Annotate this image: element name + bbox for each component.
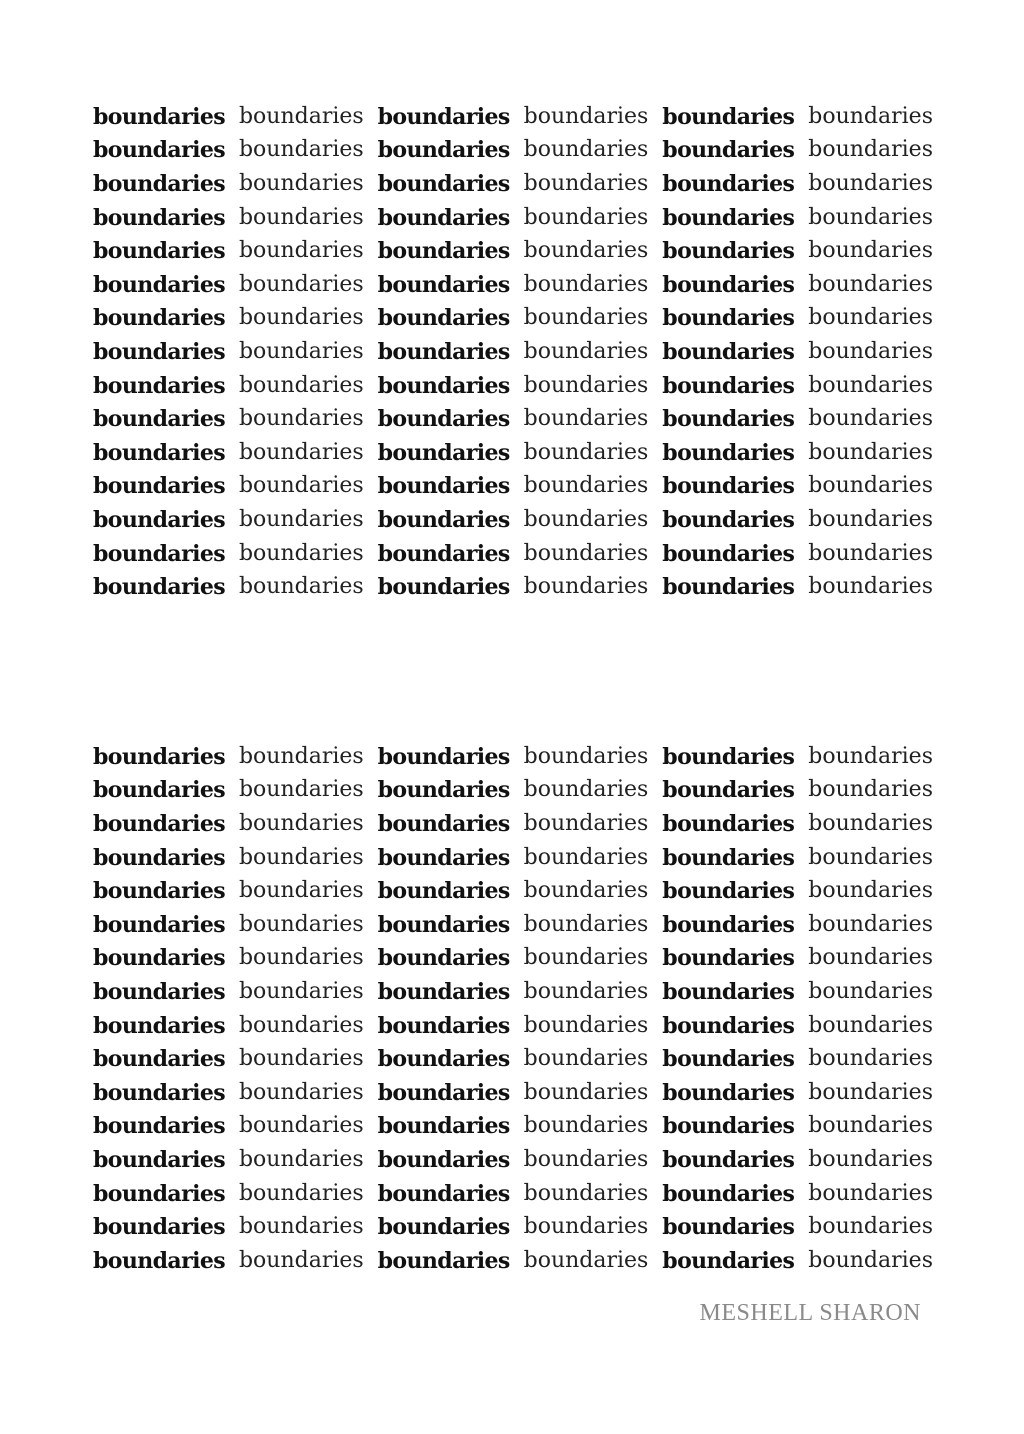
word-light: boundaries (238, 945, 364, 971)
word-light: boundaries (808, 945, 933, 971)
word-light: boundaries (808, 238, 933, 264)
word-light: boundaries (238, 103, 364, 129)
word-light: boundaries (238, 1012, 364, 1038)
word-bold: boundaries (662, 238, 795, 265)
word-light: boundaries (523, 1180, 649, 1206)
word-bold: boundaries (662, 271, 795, 298)
word-light: boundaries (238, 305, 364, 331)
word-light: boundaries (523, 406, 649, 432)
word-light: boundaries (523, 810, 649, 836)
word-light: boundaries (808, 844, 933, 870)
poem-line (93, 100, 933, 134)
word-bold: boundaries (662, 1046, 795, 1073)
word-bold: boundaries (377, 137, 510, 164)
word-bold: boundaries (93, 1247, 226, 1274)
word-bold: boundaries (662, 978, 795, 1005)
word-bold: boundaries (662, 1180, 795, 1207)
word-light: boundaries (238, 204, 364, 230)
word-light: boundaries (523, 844, 649, 870)
word-light: boundaries (523, 305, 649, 331)
word-bold: boundaries (662, 372, 795, 399)
word-bold: boundaries (377, 1046, 510, 1073)
poem-line (93, 201, 933, 235)
word-bold: boundaries (93, 170, 226, 197)
word-bold: boundaries (662, 540, 795, 567)
word-light: boundaries (238, 743, 364, 769)
author-name: MESHELL SHARON (699, 1300, 921, 1326)
word-light: boundaries (238, 506, 364, 532)
word-bold: boundaries (377, 439, 510, 466)
word-bold: boundaries (93, 473, 226, 500)
poem-line (93, 774, 933, 808)
word-bold: boundaries (377, 574, 510, 601)
word-light: boundaries (238, 271, 364, 297)
word-bold: boundaries (377, 271, 510, 298)
word-bold: boundaries (662, 1012, 795, 1039)
word-light: boundaries (238, 170, 364, 196)
word-light: boundaries (238, 844, 364, 870)
poem-line (93, 402, 933, 436)
word-bold: boundaries (662, 878, 795, 905)
word-bold: boundaries (93, 574, 226, 601)
word-light: boundaries (808, 170, 933, 196)
poem-line (93, 268, 933, 302)
word-bold: boundaries (662, 137, 795, 164)
word-light: boundaries (808, 574, 933, 600)
word-bold: boundaries (93, 506, 226, 533)
word-bold: boundaries (377, 1113, 510, 1140)
word-bold: boundaries (662, 1113, 795, 1140)
word-bold: boundaries (93, 1180, 226, 1207)
word-light: boundaries (523, 372, 649, 398)
word-bold: boundaries (93, 810, 226, 837)
word-bold: boundaries (93, 1113, 226, 1140)
word-light: boundaries (523, 338, 649, 364)
poem-line (93, 503, 933, 537)
poem-line (93, 874, 933, 908)
word-light: boundaries (808, 540, 933, 566)
word-bold: boundaries (377, 945, 510, 972)
word-bold: boundaries (93, 978, 226, 1005)
word-bold: boundaries (93, 103, 226, 130)
word-bold: boundaries (93, 1214, 226, 1241)
poem-line (93, 1110, 933, 1144)
word-light: boundaries (523, 743, 649, 769)
word-bold: boundaries (662, 810, 795, 837)
poem-line (93, 570, 933, 604)
word-bold: boundaries (377, 1146, 510, 1173)
word-light: boundaries (238, 137, 364, 163)
word-bold: boundaries (377, 777, 510, 804)
word-light: boundaries (238, 911, 364, 937)
word-bold: boundaries (93, 271, 226, 298)
word-light: boundaries (238, 1046, 364, 1072)
word-bold: boundaries (662, 338, 795, 365)
word-bold: boundaries (93, 439, 226, 466)
word-light: boundaries (808, 777, 933, 803)
word-light: boundaries (808, 406, 933, 432)
word-light: boundaries (238, 1079, 364, 1105)
word-bold: boundaries (662, 1214, 795, 1241)
word-bold: boundaries (93, 338, 226, 365)
poem-line (93, 335, 933, 369)
word-light: boundaries (808, 506, 933, 532)
word-light: boundaries (523, 1012, 649, 1038)
word-bold: boundaries (93, 743, 226, 770)
word-light: boundaries (808, 473, 933, 499)
word-light: boundaries (523, 439, 649, 465)
word-light: boundaries (808, 743, 933, 769)
word-light: boundaries (238, 238, 364, 264)
word-light: boundaries (523, 1113, 649, 1139)
word-light: boundaries (238, 372, 364, 398)
poem-line (93, 436, 933, 470)
word-light: boundaries (523, 1079, 649, 1105)
word-bold: boundaries (662, 1146, 795, 1173)
word-bold: boundaries (377, 473, 510, 500)
word-bold: boundaries (377, 1012, 510, 1039)
word-light: boundaries (523, 137, 649, 163)
word-light: boundaries (523, 1046, 649, 1072)
word-bold: boundaries (93, 878, 226, 905)
poem-line (93, 537, 933, 571)
word-bold: boundaries (93, 204, 226, 231)
word-bold: boundaries (377, 1247, 510, 1274)
word-light: boundaries (808, 810, 933, 836)
word-light: boundaries (808, 305, 933, 331)
word-bold: boundaries (377, 1180, 510, 1207)
word-bold: boundaries (377, 844, 510, 871)
word-bold: boundaries (377, 506, 510, 533)
word-bold: boundaries (93, 777, 226, 804)
word-light: boundaries (238, 406, 364, 432)
word-light: boundaries (238, 473, 364, 499)
word-bold: boundaries (377, 743, 510, 770)
poem-line (93, 1143, 933, 1177)
word-bold: boundaries (93, 1146, 226, 1173)
word-light: boundaries (238, 1146, 364, 1172)
word-bold: boundaries (93, 945, 226, 972)
word-light: boundaries (238, 1180, 364, 1206)
word-light: boundaries (808, 1247, 933, 1273)
word-light: boundaries (523, 978, 649, 1004)
word-light: boundaries (808, 271, 933, 297)
poem-line (93, 807, 933, 841)
poem-line (93, 942, 933, 976)
word-bold: boundaries (662, 743, 795, 770)
word-bold: boundaries (662, 103, 795, 130)
word-bold: boundaries (377, 978, 510, 1005)
word-bold: boundaries (93, 406, 226, 433)
word-light: boundaries (808, 978, 933, 1004)
word-bold: boundaries (662, 170, 795, 197)
word-light: boundaries (238, 1113, 364, 1139)
word-light: boundaries (238, 777, 364, 803)
word-light: boundaries (808, 878, 933, 904)
word-bold: boundaries (377, 810, 510, 837)
word-bold: boundaries (377, 540, 510, 567)
poem-line (93, 234, 933, 268)
word-bold: boundaries (377, 372, 510, 399)
word-bold: boundaries (377, 878, 510, 905)
word-bold: boundaries (93, 1079, 226, 1106)
word-bold: boundaries (662, 305, 795, 332)
word-light: boundaries (238, 338, 364, 364)
word-bold: boundaries (93, 540, 226, 567)
word-bold: boundaries (93, 238, 226, 265)
word-bold: boundaries (93, 137, 226, 164)
word-bold: boundaries (662, 945, 795, 972)
word-light: boundaries (238, 540, 364, 566)
word-light: boundaries (523, 911, 649, 937)
poem-line (93, 167, 933, 201)
word-light: boundaries (808, 911, 933, 937)
word-bold: boundaries (93, 844, 226, 871)
word-bold: boundaries (377, 305, 510, 332)
word-bold: boundaries (93, 911, 226, 938)
word-bold: boundaries (377, 103, 510, 130)
word-bold: boundaries (377, 911, 510, 938)
poem-line (93, 302, 933, 336)
word-light: boundaries (808, 1046, 933, 1072)
word-light: boundaries (238, 878, 364, 904)
word-light: boundaries (523, 506, 649, 532)
word-light: boundaries (238, 574, 364, 600)
word-bold: boundaries (662, 1247, 795, 1274)
poem-line (93, 908, 933, 942)
word-light: boundaries (523, 574, 649, 600)
word-bold: boundaries (662, 439, 795, 466)
poem-line (93, 134, 933, 168)
word-light: boundaries (808, 439, 933, 465)
stanza-top (93, 100, 933, 604)
word-light: boundaries (238, 1247, 364, 1273)
word-light: boundaries (523, 540, 649, 566)
word-light: boundaries (238, 1214, 364, 1240)
word-bold: boundaries (662, 911, 795, 938)
word-light: boundaries (523, 473, 649, 499)
word-bold: boundaries (662, 204, 795, 231)
poem-line (93, 740, 933, 774)
word-bold: boundaries (93, 305, 226, 332)
word-bold: boundaries (662, 1079, 795, 1106)
word-light: boundaries (808, 204, 933, 230)
word-light: boundaries (523, 777, 649, 803)
poem-line (93, 1042, 933, 1076)
word-light: boundaries (523, 238, 649, 264)
word-bold: boundaries (662, 574, 795, 601)
word-bold: boundaries (377, 1214, 510, 1241)
word-bold: boundaries (377, 406, 510, 433)
word-bold: boundaries (377, 1079, 510, 1106)
word-bold: boundaries (93, 1046, 226, 1073)
word-light: boundaries (808, 1012, 933, 1038)
word-bold: boundaries (662, 473, 795, 500)
word-light: boundaries (523, 1214, 649, 1240)
word-light: boundaries (523, 945, 649, 971)
poem-line (93, 975, 933, 1009)
word-light: boundaries (523, 170, 649, 196)
word-bold: boundaries (93, 1012, 226, 1039)
word-light: boundaries (808, 1146, 933, 1172)
word-bold: boundaries (662, 844, 795, 871)
poem-line (93, 841, 933, 875)
word-light: boundaries (238, 810, 364, 836)
word-light: boundaries (808, 1180, 933, 1206)
word-light: boundaries (523, 878, 649, 904)
stanza-bottom (93, 740, 933, 1278)
word-light: boundaries (808, 1113, 933, 1139)
word-light: boundaries (808, 137, 933, 163)
word-light: boundaries (808, 1214, 933, 1240)
poem-line (93, 1210, 933, 1244)
poem-line (93, 1244, 933, 1278)
poem-line (93, 1076, 933, 1110)
word-light: boundaries (523, 1146, 649, 1172)
word-bold: boundaries (377, 238, 510, 265)
poem-line (93, 1009, 933, 1043)
word-bold: boundaries (93, 372, 226, 399)
word-light: boundaries (808, 372, 933, 398)
word-light: boundaries (808, 103, 933, 129)
word-bold: boundaries (662, 406, 795, 433)
word-light: boundaries (808, 338, 933, 364)
poem-line (93, 1177, 933, 1211)
word-light: boundaries (238, 439, 364, 465)
word-light: boundaries (523, 1247, 649, 1273)
word-light: boundaries (523, 204, 649, 230)
word-light: boundaries (523, 103, 649, 129)
word-bold: boundaries (377, 170, 510, 197)
word-bold: boundaries (377, 338, 510, 365)
word-bold: boundaries (377, 204, 510, 231)
word-light: boundaries (808, 1079, 933, 1105)
word-light: boundaries (238, 978, 364, 1004)
word-light: boundaries (523, 271, 649, 297)
poem-line (93, 470, 933, 504)
poem-line (93, 369, 933, 403)
word-bold: boundaries (662, 506, 795, 533)
word-bold: boundaries (662, 777, 795, 804)
